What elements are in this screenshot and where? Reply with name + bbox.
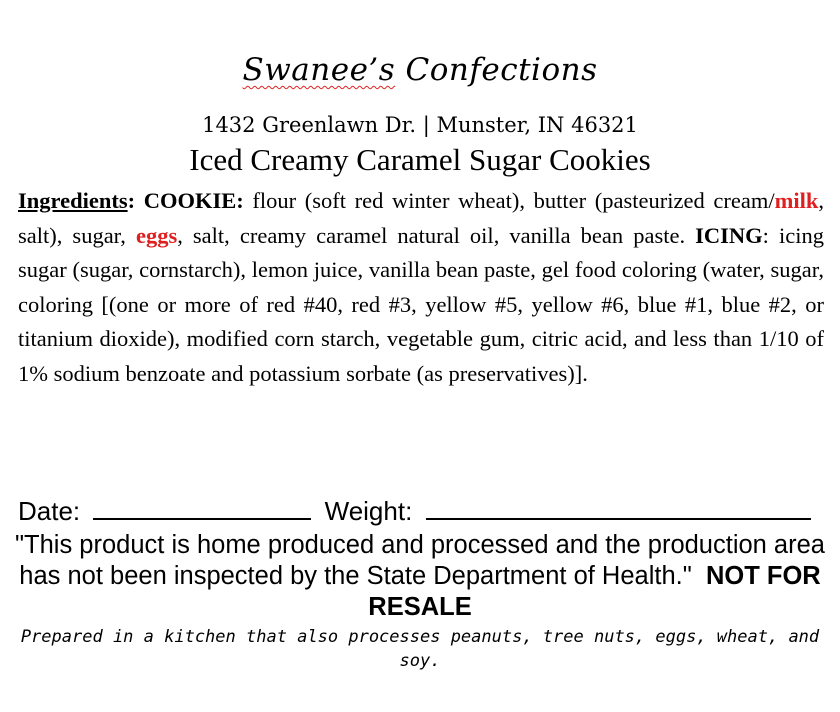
date-weight-line bbox=[18, 496, 828, 527]
weight-blank[interactable] bbox=[426, 496, 811, 520]
brand-name bbox=[0, 52, 840, 88]
ingredients-colon: : bbox=[127, 188, 144, 213]
cookie-text-1: flour (soft red winter wheat), butter (pasteurized cream/ bbox=[243, 188, 775, 213]
allergen-milk: milk bbox=[774, 188, 819, 213]
cookie-text-3: , salt, creamy caramel natural oil, vanilla bean paste. bbox=[177, 222, 696, 248]
date-label: Date: bbox=[18, 496, 81, 526]
business-address: 1432 Greenlawn Dr. | Munster, IN 46321 bbox=[202, 113, 638, 137]
ingredients-paragraph bbox=[18, 184, 824, 391]
date-blank[interactable] bbox=[93, 496, 311, 520]
not-for-resale: NOT FOR RESALE bbox=[368, 562, 821, 621]
cookie-label: COOKIE: bbox=[143, 188, 244, 213]
ingredients-heading: Ingredients bbox=[18, 188, 128, 213]
brand-name-part1: Swanee’s bbox=[242, 52, 396, 88]
icing-text: : icing sugar (sugar, cornstarch), lemon juice, vanilla bean paste, gel food coloring (water, sugar, coloring [(one or more of red #40, red #3, yellow #5, yellow #6, blue #1, blue #2, or titanium dioxide), modified corn starch, vegetable gum, citric acid, and less than 1/10 of 1% sodium benzoate and potassium sorbate (as preservatives)]. bbox=[18, 222, 824, 386]
allergy-notice: Prepared in a kitchen that also processes peanuts, tree nuts, eggs, wheat, and soy. bbox=[20, 627, 820, 671]
allergen-eggs: eggs bbox=[135, 222, 178, 248]
icing-label: ICING bbox=[695, 222, 763, 248]
product-name: Iced Creamy Caramel Sugar Cookies bbox=[189, 142, 651, 177]
cookie-text-2: , salt), sugar, bbox=[18, 188, 824, 248]
health-disclaimer bbox=[0, 530, 840, 623]
weight-label: Weight: bbox=[324, 496, 413, 526]
disclaimer-statement: "This product is home produced and processed and the production area has not been inspected by the State Department of Health." bbox=[15, 531, 825, 590]
brand-name-part2: Confections bbox=[395, 52, 598, 88]
